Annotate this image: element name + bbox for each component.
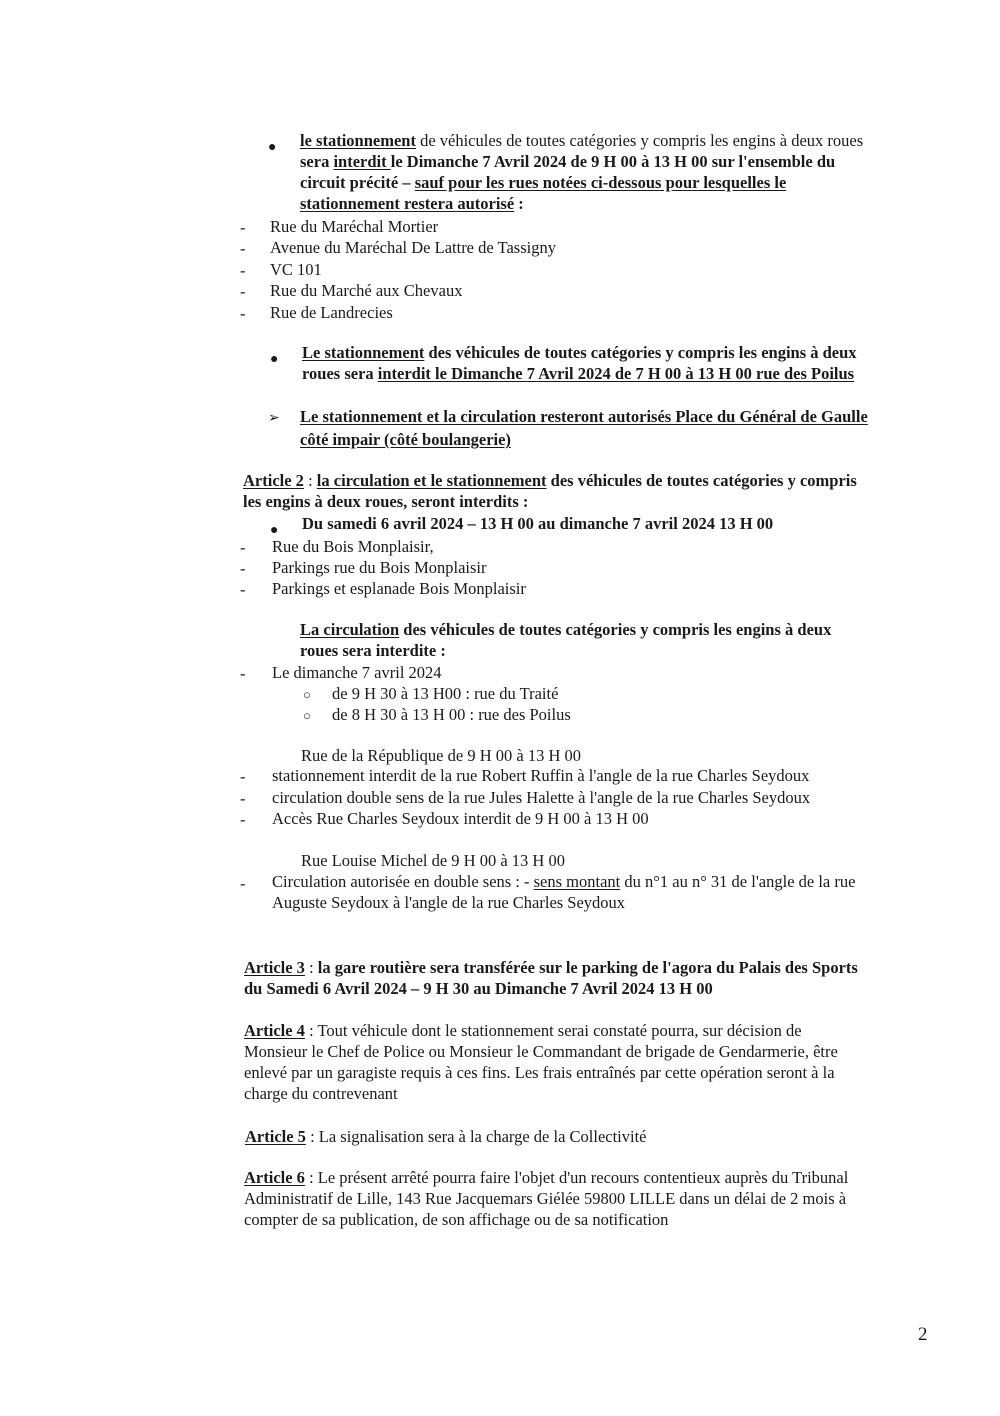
list-item: Avenue du Maréchal De Lattre de Tassigny xyxy=(270,238,556,257)
dash-marker: - xyxy=(240,664,246,683)
article-2-line: Article 2 : la circulation et le stationnement des véhicules de toutes catégories y compris xyxy=(243,471,857,490)
paragraph-line: Rue de la République de 9 H 00 à 13 H 00 xyxy=(301,746,581,765)
article-3-label: Article 3 xyxy=(244,958,305,977)
dash-marker: - xyxy=(240,218,246,237)
paragraph-line: le stationnement de véhicules de toutes catégories y compris les engins à deux roues xyxy=(300,131,864,150)
paragraph-line: Le stationnement des véhicules de toutes catégories y compris les engins à deux xyxy=(302,343,857,362)
paragraph-line: circuit précité – sauf pour les rues notées ci-dessous pour lesquelles le xyxy=(300,173,787,192)
paragraph-line: Administratif de Lille, 143 Rue Jacquemars Giélée 59800 LILLE dans un délai de 2 mois à xyxy=(244,1189,847,1208)
list-item: Circulation autorisée en double sens : - sens montant du n°1 au n° 31 de l'angle de la rue xyxy=(272,872,856,891)
paragraph-line: du Samedi 6 Avril 2024 – 9 H 30 au Dimanche 7 Avril 2024 13 H 00 xyxy=(244,979,713,998)
dash-marker: - xyxy=(240,789,246,808)
list-item: Rue du Maréchal Mortier xyxy=(270,217,439,236)
paragraph-line: stationnement restera autorisé : xyxy=(300,194,524,213)
paragraph-line: compter de sa publication, de son affichage ou de sa notification xyxy=(244,1210,669,1229)
dash-marker: - xyxy=(240,282,246,301)
list-item: VC 101 xyxy=(270,260,322,279)
paragraph-line: côté impair (côté boulangerie) xyxy=(300,430,511,449)
page-number: 2 xyxy=(918,1324,928,1345)
article-5-label: Article 5 xyxy=(245,1127,306,1146)
list-item: Accès Rue Charles Seydoux interdit de 9 H 00 à 13 H 00 xyxy=(272,809,649,828)
paragraph-line: les engins à deux roues, seront interdits : xyxy=(243,492,529,511)
paragraph-line: Du samedi 6 avril 2024 – 13 H 00 au dimanche 7 avril 2024 13 H 00 xyxy=(302,514,774,533)
list-item: circulation double sens de la rue Jules Halette à l'angle de la rue Charles Seydoux xyxy=(272,788,811,807)
article-6-label: Article 6 xyxy=(244,1168,305,1187)
sub-list-item: de 9 H 30 à 13 H00 : rue du Traité xyxy=(332,684,559,703)
bullet-icon: ● xyxy=(270,352,279,367)
article-3-line: Article 3 : la gare routière sera transférée sur le parking de l'agora du Palais des Sports xyxy=(244,958,858,977)
bullet-icon: ● xyxy=(270,523,279,538)
paragraph-line: La circulation des véhicules de toutes catégories y compris les engins à deux xyxy=(300,620,832,639)
dash-marker: - xyxy=(240,304,246,323)
bullet-icon: ● xyxy=(268,140,277,155)
dash-marker: - xyxy=(240,559,246,578)
list-item: Rue du Bois Monplaisir, xyxy=(272,537,434,556)
article-6-line: Article 6 : Le présent arrêté pourra faire l'objet d'un recours contentieux auprès du Tribunal xyxy=(244,1168,849,1187)
dash-marker: - xyxy=(240,767,246,786)
circle-bullet-icon: ○ xyxy=(303,708,311,723)
paragraph-line: Rue Louise Michel de 9 H 00 à 13 H 00 xyxy=(301,851,565,870)
article-2-label: Article 2 xyxy=(243,471,304,490)
list-item: Le dimanche 7 avril 2024 xyxy=(272,663,442,682)
paragraph-line: roues sera interdit le Dimanche 7 Avril 2024 de 7 H 00 à 13 H 00 rue des Poilus xyxy=(302,364,855,383)
dash-marker: - xyxy=(240,239,246,258)
paragraph-line: Auguste Seydoux à l'angle de la rue Charles Seydoux xyxy=(272,893,626,912)
circle-bullet-icon: ○ xyxy=(303,687,311,702)
article-5-line: Article 5 : La signalisation sera à la charge de la Collectivité xyxy=(245,1127,647,1146)
paragraph-line: sera interdit le Dimanche 7 Avril 2024 de 9 H 00 à 13 H 00 sur l'ensemble du xyxy=(300,152,836,171)
list-item: Parkings et esplanade Bois Monplaisir xyxy=(272,579,526,598)
paragraph-line: Le stationnement et la circulation resteront autorisés Place du Général de Gaulle xyxy=(300,407,868,426)
arrow-bullet-icon: ➢ xyxy=(268,411,280,426)
paragraph-line: roues sera interdite : xyxy=(300,641,446,660)
paragraph-line: Monsieur le Chef de Police ou Monsieur le Commandant de brigade de Gendarmerie, être xyxy=(244,1042,838,1061)
list-item: stationnement interdit de la rue Robert Ruffin à l'angle de la rue Charles Seydoux xyxy=(272,766,810,785)
dash-marker: - xyxy=(240,580,246,599)
paragraph-line: charge du contrevenant xyxy=(244,1084,398,1103)
dash-marker: - xyxy=(240,538,246,557)
list-item: Parkings rue du Bois Monplaisir xyxy=(272,558,487,577)
dash-marker: - xyxy=(240,874,246,893)
article-4-label: Article 4 xyxy=(244,1021,305,1040)
list-item: Rue de Landrecies xyxy=(270,303,393,322)
list-item: Rue du Marché aux Chevaux xyxy=(270,281,463,300)
dash-marker: - xyxy=(240,810,246,829)
paragraph-line: enlevé par un garagiste requis à ces fins. Les frais entraînés par cette opération seront à la xyxy=(244,1063,835,1082)
article-4-line: Article 4 : Tout véhicule dont le stationnement serai constaté pourra, sur décision de xyxy=(244,1021,802,1040)
sub-list-item: de 8 H 30 à 13 H 00 : rue des Poilus xyxy=(332,705,571,724)
dash-marker: - xyxy=(240,261,246,280)
